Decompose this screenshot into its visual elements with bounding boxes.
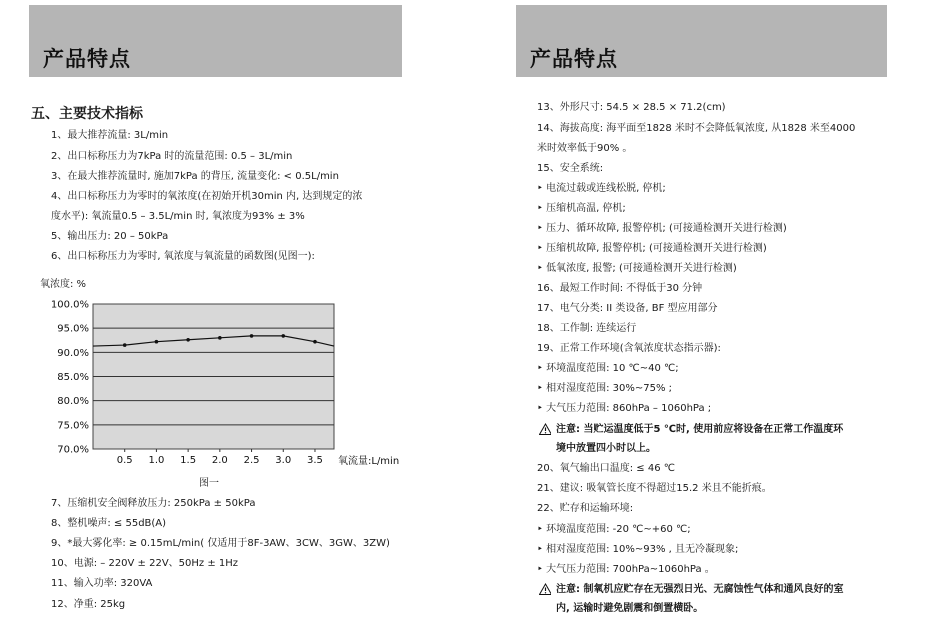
right-line-11: 17、电气分类: II 类设备, BF 型应用部分 (537, 303, 718, 314)
x-tick-label: 3.5 (307, 455, 323, 466)
spec-item-11: 11、输入功率: 320VA (51, 578, 153, 589)
data-point (313, 340, 317, 344)
data-point (250, 334, 254, 338)
right-line-20: 21、建议: 吸氧管长度不得超过15.2 米且不能折痕。 (537, 483, 772, 494)
y-tick-label: 85.0% (57, 372, 89, 383)
left-page-header (29, 5, 402, 77)
right-line-4: 15、安全系统: (537, 163, 604, 174)
right-line-9: ‣ 低氧浓度, 报警; (可接通检测开关进行检测) (537, 263, 737, 274)
right-line-18: 境中放置四小时以上。 (556, 443, 656, 454)
spec-item-2: 2、出口标称压力为7kPa 时的流量范围: 0.5 – 3L/min (51, 151, 293, 162)
right-line-13: 19、正常工作环境(含氧浓度状态指示器): (537, 343, 721, 354)
y-tick-label: 70.0% (57, 444, 89, 456)
right-line-5: ‣ 电流过载或连线松脱, 停机; (537, 183, 666, 194)
spec-item-5: 5、输出压力: 20 – 50kPa (51, 231, 169, 242)
x-tick-label: 2.0 (211, 455, 228, 466)
right-line-21: 22、贮存和运输环境: (537, 503, 634, 514)
x-tick-label: 3.0 (275, 455, 292, 466)
data-point (123, 343, 127, 347)
x-tick-label: 1.0 (148, 455, 165, 466)
x-tick-label: 0.5 (116, 455, 133, 466)
spec-item-4: 4、出口标称压力为零时的氧浓度(在初始开机30min 内, 达到规定的浓 (51, 191, 363, 202)
x-tick-label: 1.5 (180, 455, 197, 466)
y-tick-label: 100.0% (50, 299, 89, 311)
spec-item-9: 9、*最大雾化率: ≥ 0.15mL/min( 仅适用于8F-3AW、3CW、3GW、3ZW) (51, 538, 390, 549)
right-line-25: 注意: 制氧机应贮存在无强烈日光、无腐蚀性气体和通风良好的室 (556, 584, 844, 595)
data-point (218, 336, 222, 340)
chart-y-axis-title: 氧浓度: % (40, 279, 87, 290)
right-line-1: 13、外形尺寸: 54.5 × 28.5 × 71.2(cm) (537, 102, 726, 113)
left-header-title: 产品特点 (43, 46, 131, 71)
spec-item-1: 1、最大推荐流量: 3L/min (51, 130, 169, 141)
spec-item-3: 3、在最大推荐流量时, 施加7kPa 的背压, 流量变化: < 0.5L/min (51, 171, 339, 182)
right-line-16: ‣ 大气压力范围: 860hPa – 1060hPa ; (537, 403, 712, 414)
spec-item-10: 10、电源: – 220V ± 22V、50Hz ± 1Hz (51, 558, 239, 569)
right-line-24: ‣ 大气压力范围: 700hPa~1060hPa 。 (537, 564, 715, 575)
spec-item-12: 12、净重: 25kg (51, 599, 126, 610)
right-line-26: 内, 运输时避免剧震和倒置横卧。 (556, 603, 704, 614)
spec-item-4-cont: 度水平): 氧流量0.5 – 3.5L/min 时, 氧浓度为93% ± 3% (51, 211, 305, 222)
right-page-header (516, 5, 887, 77)
data-point (186, 338, 190, 342)
x-tick-label: 2.5 (243, 455, 260, 466)
y-tick-label: 90.0% (57, 347, 89, 359)
data-point (155, 340, 159, 344)
right-header-title: 产品特点 (530, 46, 618, 71)
y-tick-label: 80.0% (57, 396, 89, 408)
oxygen-concentration-chart (40, 296, 405, 476)
right-line-6: ‣ 压缩机高温, 停机; (537, 203, 626, 214)
data-point (281, 334, 285, 338)
warning-icon (539, 583, 551, 595)
right-line-15: ‣ 相对湿度范围: 30%~75% ; (537, 383, 673, 394)
right-line-8: ‣ 压缩机故障, 报警停机; (可接通检测开关进行检测) (537, 243, 767, 254)
spec-item-7: 7、压缩机安全阀释放压力: 250kPa ± 50kPa (51, 498, 256, 509)
right-line-19: 20、氧气输出口温度: ≤ 46 ℃ (537, 463, 675, 474)
right-line-7: ‣ 压力、循环故障, 报警停机; (可接通检测开关进行检测) (537, 223, 787, 234)
warning-icon (539, 423, 551, 435)
y-tick-label: 75.0% (57, 420, 89, 432)
right-line-2: 14、海拔高度: 海平面至1828 米时不会降低氧浓度, 从1828 米至4000 (537, 123, 856, 134)
right-line-10: 16、最短工作时间: 不得低于30 分钟 (537, 283, 703, 294)
right-line-12: 18、工作制: 连续运行 (537, 323, 637, 334)
x-axis-label: 氧流量:L/min (338, 456, 400, 467)
chart-caption: 图一 (199, 478, 219, 489)
spec-item-6: 6、出口标称压力为零时, 氧浓度与氧流量的函数图(见图一): (51, 251, 315, 262)
spec-item-8: 8、整机噪声: ≤ 55dB(A) (51, 518, 167, 529)
right-line-3: 米时效率低于90% 。 (537, 143, 633, 154)
right-line-17: 注意: 当贮运温度低于5 ℃时, 使用前应将设备在正常工作温度环 (556, 424, 844, 435)
right-line-23: ‣ 相对湿度范围: 10%~93% , 且无冷凝现象; (537, 544, 739, 555)
right-line-22: ‣ 环境温度范围: -20 ℃~+60 ℃; (537, 524, 691, 535)
right-line-14: ‣ 环境温度范围: 10 ℃~40 ℃; (537, 363, 679, 374)
y-tick-label: 95.0% (57, 323, 89, 335)
section-title: 五、主要技术指标 (31, 106, 143, 122)
